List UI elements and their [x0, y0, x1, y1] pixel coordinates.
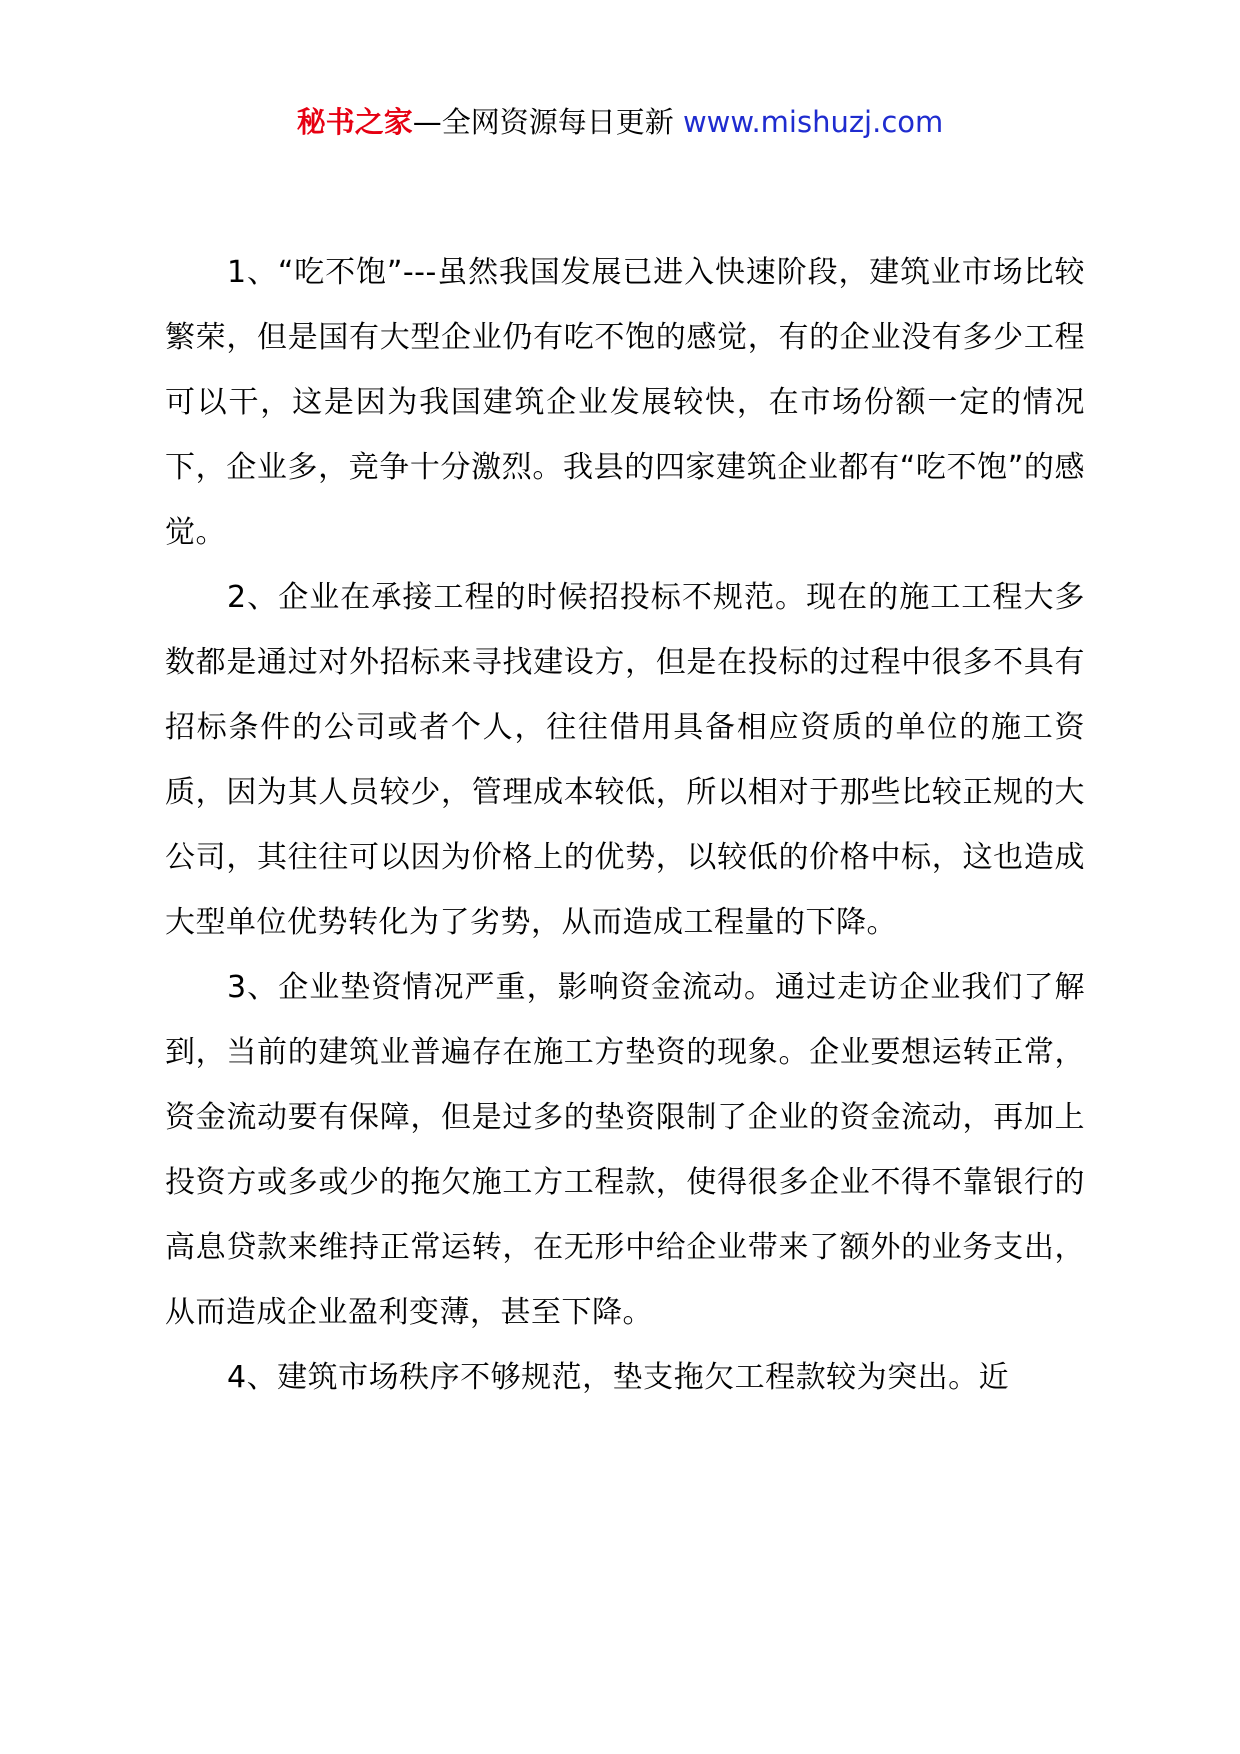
paragraph-4: 4、建筑市场秩序不够规范，垫支拖欠工程款较为突出。近	[227, 1360, 1010, 1395]
brand-name: 秘书之家	[296, 105, 413, 139]
paragraph-3: 3、企业垫资情况严重，影响资金流动。通过走访企业我们了解到，当前的建筑业普遍存在施工方垫资的现象。企业要想运转正常，资金流动要有保障，但是过多的垫资限制了企业的资金流动，再加上投资方或多或少的拖欠施工方工程款，使得很多企业不得不靠银行的高息贷款来维持正常运转，在无形中给企业带来了额外的业务支出，从而造成企业盈利变薄，甚至下降。	[165, 970, 1085, 1330]
document-body	[165, 240, 1085, 1410]
site-url-link[interactable]: www.mishuzj.com	[682, 105, 944, 139]
paragraph-1: 1、“吃不饱”---虽然我国发展已进入快速阶段，建筑业市场比较繁荣，但是国有大型企业仍有吃不饱的感觉，有的企业没有多少工程可以干，这是因为我国建筑企业发展较快，在市场份额一定的情况下，企业多，竞争十分激烈。我县的四家建筑企业都有“吃不饱”的感觉。	[165, 255, 1085, 550]
paragraph-2: 2、企业在承接工程的时候招投标不规范。现在的施工工程大多数都是通过对外招标来寻找建设方，但是在投标的过程中很多不具有招标条件的公司或者个人，往往借用具备相应资质的单位的施工资质，因为其人员较少，管理成本较低，所以相对于那些比较正规的大公司，其往往可以因为价格上的优势，以较低的价格中标，这也造成大型单位优势转化为了劣势，从而造成工程量的下降。	[165, 580, 1085, 940]
site-header	[0, 100, 1240, 144]
header-tagline: —全网资源每日更新	[412, 105, 674, 139]
